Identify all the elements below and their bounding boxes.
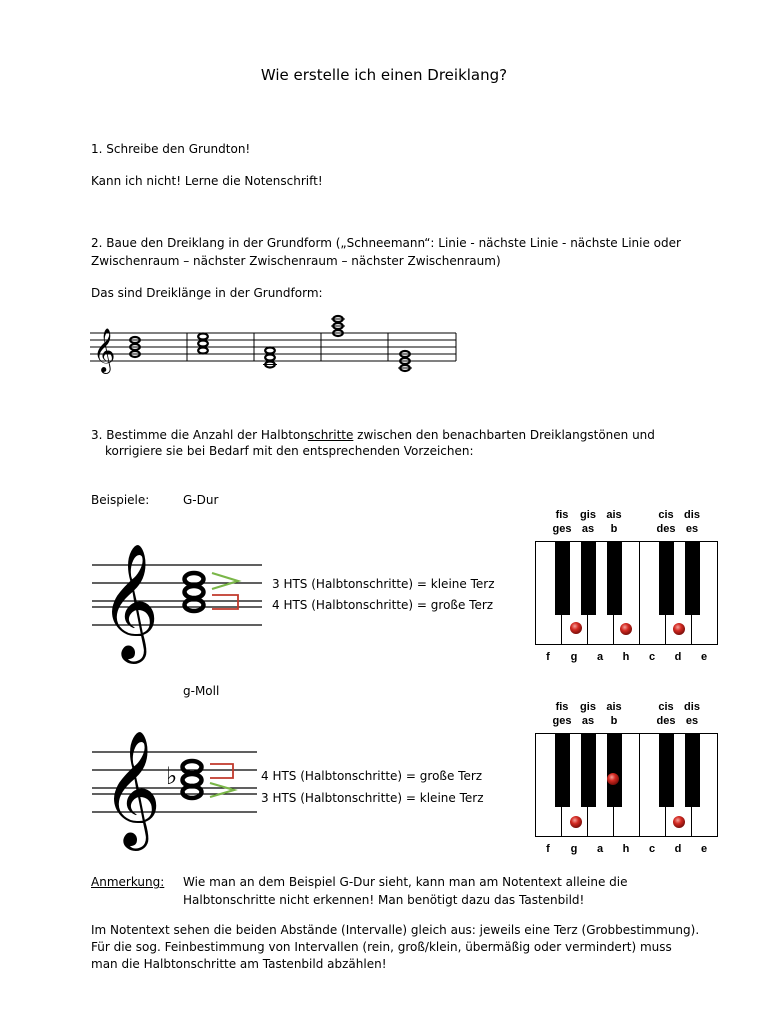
gdur-title: G-Dur — [183, 493, 219, 507]
gmoll-chord — [183, 761, 202, 798]
remark-label: Anmerkung: — [91, 875, 165, 889]
examples-label: Beispiele: — [91, 493, 150, 507]
closing-line3: man die Halbtonschritte am Tastenbild abzählen! — [91, 957, 387, 971]
gmoll-title: g-Moll — [183, 684, 220, 698]
green-bracket-icon — [210, 783, 234, 797]
gdur-staff — [92, 535, 267, 659]
triad-notes — [130, 316, 412, 371]
step3-line1: 3. Bestimme die Anzahl der Halbtonschritte zwischen den benachbarten Dreiklangstönen und — [91, 428, 655, 442]
page-title: Wie erstelle ich einen Dreiklang? — [260, 66, 508, 84]
remark-line1: Wie man an dem Beispiel G-Dur sieht, kann man am Notentext alleine die — [183, 875, 628, 889]
gmoll-upper-interval: 4 HTS (Halbtonschritte) = große Terz — [261, 769, 483, 783]
step1-note: Kann ich nicht! Lerne die Notenschrift! — [91, 174, 323, 188]
step2-line2: Zwischenraum – nächster Zwischenraum – nächster Zwischenraum) — [91, 254, 501, 268]
step2-line1: 2. Baue den Dreiklang in der Grundform („Schneemann“: Linie - nächste Linie - nächste Linie oder — [91, 236, 681, 250]
green-bracket-icon — [212, 573, 238, 589]
step3-line2: korrigiere sie bei Bedarf mit den entsprechenden Vorzeichen: — [105, 444, 474, 458]
treble-clef-icon: 𝄞 — [100, 542, 160, 659]
flat-sign-icon: ♭ — [166, 762, 178, 790]
closing-line1: Im Notentext sehen die beiden Abstände (Intervalle) gleich aus: jeweils eine Terz (Grobbestimmung). — [91, 923, 700, 937]
gmoll-lower-interval: 3 HTS (Halbtonschritte) = kleine Terz — [261, 791, 484, 805]
treble-clef-icon: 𝄞 — [102, 729, 162, 846]
gdur-keyboard — [535, 541, 719, 645]
gdur-upper-interval: 3 HTS (Halbtonschritte) = kleine Terz — [272, 577, 495, 591]
treble-clef-icon: 𝄞 — [93, 328, 116, 372]
gdur-lower-interval: 4 HTS (Halbtonschritte) = große Terz — [272, 598, 494, 612]
red-bracket-icon — [210, 764, 233, 778]
gmoll-keyboard — [535, 733, 719, 837]
closing-line2: Für die sog. Feinbestimmung von Intervallen (rein, groß/klein, übermäßig oder vermindert) muss — [91, 940, 672, 954]
gmoll-staff — [92, 727, 262, 846]
step1-heading: 1. Schreibe den Grundton! — [91, 142, 251, 156]
step2-examples-label: Das sind Dreiklänge in der Grundform: — [91, 286, 323, 300]
gdur-chord — [185, 573, 204, 611]
remark-line2: Halbtonschritte nicht erkennen! Man benötigt dazu das Tastenbild! — [183, 893, 585, 907]
triads-staff — [90, 315, 470, 375]
